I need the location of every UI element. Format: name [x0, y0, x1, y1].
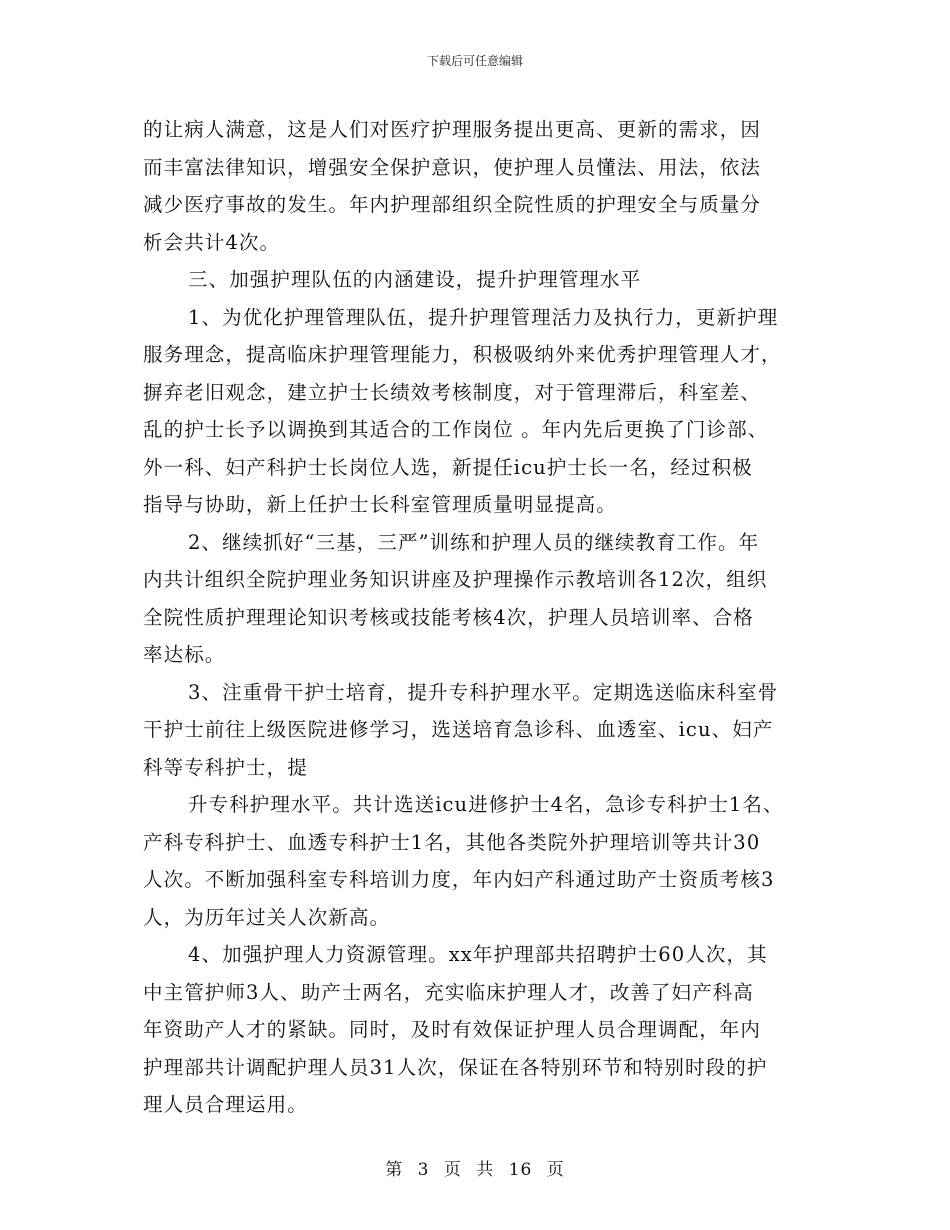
- text-line: 1、为优化护理管理队伍，提升护理管理活力及执行力，更新护理: [188, 306, 779, 329]
- text-line: 科等专科护士，提: [143, 756, 308, 779]
- text-line: 人，为历年过关人次新高。: [143, 906, 391, 929]
- text-line: 外一科、妇产科护士长岗位人选，新提任icu护士长一名，经过积极: [143, 456, 753, 479]
- text-line: 理人员合理运用。: [143, 1093, 308, 1116]
- text-line: 的让病人满意，这是人们对医疗护理服务提出更高、更新的需求，因: [143, 118, 762, 141]
- section-heading: 三、加强护理队伍的内涵建设，提升护理管理水平: [188, 268, 642, 291]
- current-page-number: 3: [417, 1160, 430, 1180]
- text-line: 4、加强护理人力资源管理。xx年护理部共招聘护士60人次，其: [188, 943, 768, 966]
- text-line: 率达标。: [143, 643, 226, 666]
- footer-gong: 共: [476, 1160, 495, 1180]
- text-line: 而丰富法律知识，增强安全保护意识，使护理人员懂法、用法，依法: [143, 156, 762, 179]
- text-line: 乱的护士长予以调换到其适合的工作岗位 。年内先后更换了门诊部、: [143, 418, 769, 441]
- text-line: 护理部共计调配护理人员31人次，保证在各特别环节和特别时段的护: [143, 1056, 768, 1079]
- text-line: 干护士前往上级医院进修学习，选送培育急诊科、血透室、icu、妇产: [143, 718, 774, 741]
- text-line: 内共计组织全院护理业务知识讲座及护理操作示教培训各12次，组织: [143, 568, 768, 591]
- text-line: 产科专科护士、血透专科护士1名，其他各类院外护理培训等共计30: [143, 831, 761, 854]
- footer-ye-end: 页: [546, 1160, 565, 1180]
- text-line: 全院性质护理理论知识考核或技能考核4次，护理人员培训率、合格: [143, 606, 754, 629]
- text-line: 摒弃老旧观念，建立护士长绩效考核制度，对于管理滞后，科室差、: [143, 381, 762, 404]
- text-line: 3、注重骨干护士培育，提升专科护理水平。定期选送临床科室骨: [188, 681, 779, 704]
- text-line: 年资助产人才的紧缺。同时，及时有效保证护理人员合理调配，年内: [143, 1018, 762, 1041]
- footer-di: 第: [385, 1160, 404, 1180]
- text-line: 2、继续抓好“三基，三严”训练和护理人员的继续教育工作。年: [188, 531, 760, 554]
- text-line: 升专科护理水平。共计选送icu进修护士4名，急诊专科护士1名、: [188, 793, 784, 816]
- text-line: 服务理念，提高临床护理管理能力，积极吸纳外来优秀护理管理人才，: [143, 343, 782, 366]
- text-line: 析会共计4次。: [143, 231, 281, 254]
- text-line: 指导与协助，新上任护士长科室管理质量明显提高。: [143, 493, 617, 516]
- total-page-count: 16: [508, 1160, 533, 1180]
- text-line: 人次。不断加强科室专科培训力度，年内妇产科通过助产士资质考核3: [143, 868, 775, 891]
- text-line: 中主管护师3人、助产士两名，充实临床护理人才，改善了妇产科高: [143, 981, 754, 1004]
- footer-ye: 页: [443, 1160, 462, 1180]
- page-footer: [0, 1155, 950, 1180]
- text-line: 减少医疗事故的发生。年内护理部组织全院性质的护理安全与质量分: [143, 193, 762, 216]
- page-header: 下载后可任意编辑: [426, 54, 523, 68]
